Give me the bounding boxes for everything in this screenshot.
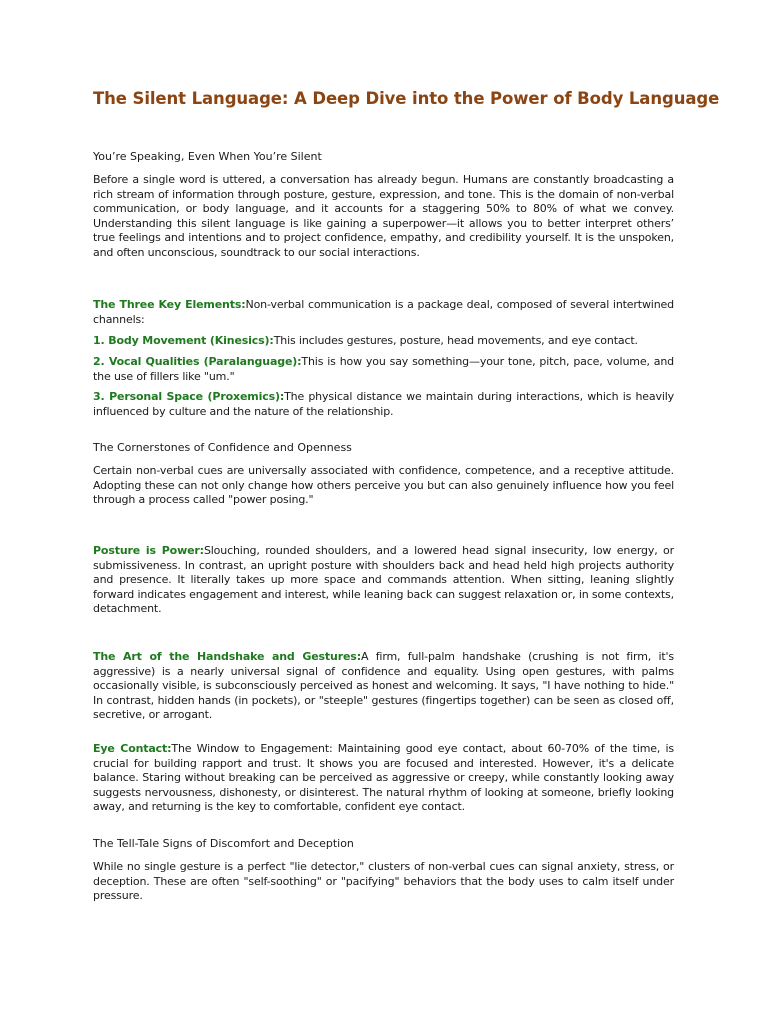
handshake-paragraph [93, 650, 674, 723]
document-title: The Silent Language: A Deep Dive into the Power of Body Language [93, 89, 720, 108]
intro-paragraph: Before a single word is uttered, a conversation has already begun. Humans are constantly broadcasting a rich stream of information through posture, gesture, expression, and tone. This is the domain of non-verbal communication, or body language, and it accounts for a staggering 50% to 80% of what we convey. Understanding this silent language is like gaining a superpower—it allows you to better interpret others’ true feelings and intentions and to project confidence, empathy, and credibility yourself. It is the unspoken, and often unconscious, soundtrack to our social interactions. [93, 173, 674, 259]
discomfort-paragraph: While no single gesture is a perfect "lie detector," clusters of non-verbal cues can signal anxiety, stress, or deception. These are often "self-soothing" or "pacifying" behaviors that the body uses to calm itself under pressure. [93, 860, 674, 903]
eye-contact-label: Eye Contact: [93, 742, 172, 755]
handshake-text: A firm, full-palm handshake (crushing is not firm, it's aggressive) is a nearly universal signal of confidence and equality. Using open gestures, with palms occasionally visible, is subconsciously perceived as honest and welcoming. It says, "I have nothing to hide." In contrast, hidden hands (in pockets), or "steeple" gestures (fingertips together) can be seen as closed off, secretive, or arrogant. [93, 650, 674, 722]
confidence-paragraph: Certain non-verbal cues are universally associated with confidence, competence, and a receptive attitude. Adopting these can not only change how others perceive you but can also genuinely influence how you feel through a process called "power posing." [93, 464, 674, 507]
list-item-proxemics [93, 390, 674, 419]
key-elements-text: Non-verbal communication is a package deal, composed of several intertwined channels: [93, 298, 674, 326]
section-heading-confidence: The Cornerstones of Confidence and Openness [93, 441, 352, 454]
handshake-label: The Art of the Handshake and Gestures: [93, 650, 361, 663]
kinesics-label: 1. Body Movement (Kinesics): [93, 334, 274, 347]
list-item-paralanguage [93, 355, 674, 384]
posture-label: Posture is Power: [93, 544, 204, 557]
eye-contact-text: The Window to Engagement: Maintaining good eye contact, about 60-70% of the time, is crucial for building rapport and trust. It shows you are focused and interested. However, it's a delicate balance. Staring without breaking can be perceived as aggressive or creepy, while constantly looking away suggests nervousness, dishonesty, or disinterest. The natural rhythm of looking at someone, briefly looking away, and returning is the key to comfortable, confident eye contact. [93, 742, 674, 814]
posture-text: Slouching, rounded shoulders, and a lowered head signal insecurity, low energy, or submissiveness. In contrast, an upright posture with shoulders back and head held high projects authority and presence. It literally takes up more space and commands attention. When sitting, leaning slightly forward indicates engagement and interest, while leaning back can suggest relaxation or, in some contexts, detachment. [93, 544, 674, 616]
paralanguage-text: This is how you say something—your tone, pitch, pace, volume, and the use of fillers like "um." [93, 355, 674, 383]
list-item-kinesics [93, 334, 674, 349]
paralanguage-label: 2. Vocal Qualities (Paralanguage): [93, 355, 302, 368]
proxemics-label: 3. Personal Space (Proxemics): [93, 390, 285, 403]
section-heading-discomfort: The Tell-Tale Signs of Discomfort and Deception [93, 837, 354, 850]
key-elements-label: The Three Key Elements: [93, 298, 246, 311]
section-heading-speaking: You’re Speaking, Even When You’re Silent [93, 150, 322, 163]
posture-paragraph [93, 544, 674, 617]
kinesics-text: This includes gestures, posture, head movements, and eye contact. [273, 334, 638, 347]
key-elements-paragraph [93, 298, 674, 327]
proxemics-text: The physical distance we maintain during interactions, which is heavily influenced by culture and the nature of the relationship. [93, 390, 675, 418]
eye-contact-paragraph [93, 742, 674, 815]
